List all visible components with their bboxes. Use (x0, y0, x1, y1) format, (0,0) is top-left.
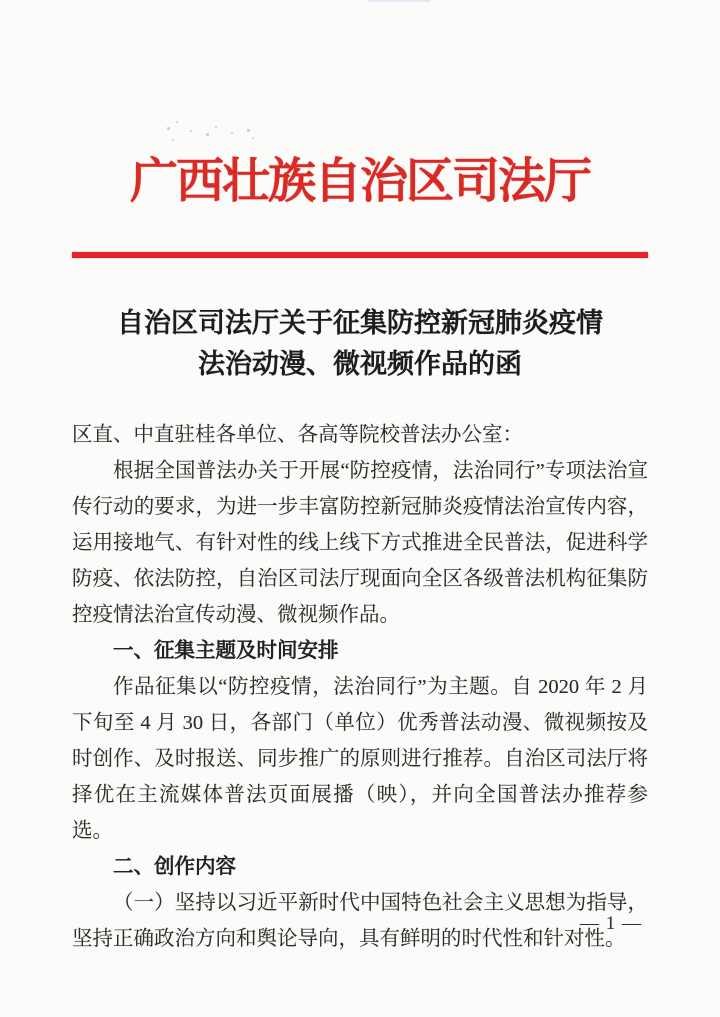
letterhead-red-rule (72, 252, 648, 258)
paragraph-creation-content: （一）坚持以习近平新时代中国特色社会主义思想为指导，坚持正确政治方向和舆论导向，具有鲜明的时代性和针对性。 (72, 892, 648, 950)
paragraph-theme-and-schedule: 作品征集以“防控疫情，法治同行”为主题。自 2020 年 2 月下旬至 4 月 30 日，各部门（单位）优秀普法动漫、微视频按及时创作、及时报送、同步推广的原则进行推荐。自治区司法厅将择优在主流媒体普法页面展播（映），并向全国普法办推荐参选。 (72, 676, 648, 842)
scan-edge-artifact (368, 0, 430, 2)
scan-speck (231, 132, 233, 134)
paragraph-introduction: 根据全国普法办关于开展“防控疫情，法治同行”专项法治宣传行动的要求，为进一步丰富防控新冠肺炎疫情法治宣传内容，运用接地气、有针对性的线上线下方式推进全民普法，促进科学防疫、依法防控，自治区司法厅现面向全区各级普法机构征集防控疫情法治宣传动漫、微视频作品。 (72, 460, 648, 626)
page-number: — 1 — (580, 913, 642, 934)
scan-speck (167, 127, 170, 130)
scan-speck (190, 130, 192, 132)
scan-speck (172, 139, 174, 141)
section-heading-creation-content: 二、创作内容 (113, 855, 236, 878)
document-body (72, 417, 648, 957)
scan-speck (176, 121, 178, 123)
letterhead-agency-name: 广西壮族自治区司法厅 (129, 155, 590, 208)
scan-speck (206, 133, 209, 136)
section-heading-theme-and-schedule: 一、征集主题及时间安排 (113, 639, 339, 662)
document-title (0, 303, 720, 385)
document-title-line1: 自治区司法厅关于征集防控新冠肺炎疫情 (117, 308, 603, 338)
salutation-line: 区直、中直驻桂各单位、各高等院校普法办公室： (72, 424, 523, 446)
document-title-line2: 法治动漫、微视频作品的函 (198, 349, 522, 379)
scan-speck (215, 126, 217, 128)
scan-speck (252, 137, 254, 139)
scan-speck (247, 129, 250, 132)
